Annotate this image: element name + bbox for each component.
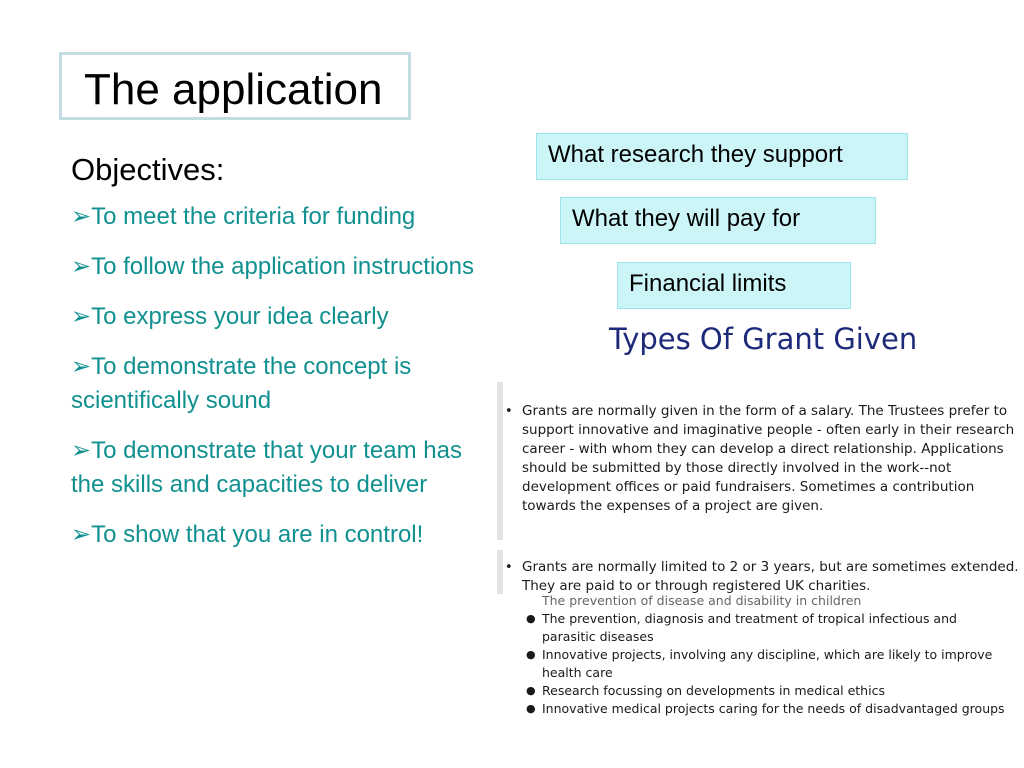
bullet-dot-icon: ● [526,612,536,625]
objective-item: ➢To show that you are in control! [71,521,424,548]
list-item: ● Research focussing on developments in medical ethics [526,683,885,698]
clipping-title: Types Of Grant Given [609,322,918,356]
bullet-dot-icon: ● [526,648,536,661]
note-research-support: What research they support [536,133,908,180]
objective-item: ➢To express your idea clearly [71,303,389,330]
arrow-bullet-icon: ➢ [71,521,92,548]
objective-item: ➢To follow the application instructions [71,253,474,280]
slide-title-box [59,52,411,120]
note-pay-for: What they will pay for [560,197,876,244]
list-item: ● Innovative medical projects caring for the needs of disadvantaged groups [526,701,1005,716]
arrow-bullet-icon: ➢ [71,253,92,280]
arrow-bullet-icon: ➢ [71,437,92,464]
objectives-section [71,150,491,568]
slide-title: The application [84,65,383,114]
arrow-bullet-icon: ➢ [71,353,92,380]
clipping-edge [497,550,503,594]
arrow-bullet-icon: ➢ [71,203,92,230]
objective-item: ➢To meet the criteria for funding [71,203,416,230]
bullet-dot-icon: • [505,404,513,419]
arrow-bullet-icon: ➢ [71,303,92,330]
clipping-list [521,593,1011,718]
list-item: ● The prevention, diagnosis and treatment of tropical infectious and parasitic diseases [526,611,957,644]
list-item: ● Innovative projects, involving any discipline, which are likely to improve health care [526,647,993,680]
objectives-heading: Objectives: [71,152,225,187]
bullet-dot-icon: ● [526,684,536,697]
bullet-dot-icon: ● [526,702,536,715]
clipping-paragraph: • Grants are normally limited to 2 or 3 years, but are sometimes extended. They are paid to or through registered UK charities. [505,559,1019,594]
objective-item: ➢To demonstrate that your team has the skills and capacities to deliver [71,437,462,498]
note-financial-limits: Financial limits [617,262,851,309]
objective-item: ➢To demonstrate the concept is scientifically sound [71,353,412,414]
clipping-edge [497,382,503,540]
clipping-paragraph: • Grants are normally given in the form of a salary. The Trustees prefer to support innovative and imaginative people - often early in their research career - with whom they can develop a direct relationship. Applications should be submitted by those directly involved in the work--not development offices or paid fundraisers. Sometimes a contribution towards the expenses of a project are given. [505,403,1015,514]
cut-off-list-item: The prevention of disease and disability in children [542,593,862,608]
bullet-dot-icon: • [505,560,513,575]
grant-types-clipping [497,316,1024,744]
